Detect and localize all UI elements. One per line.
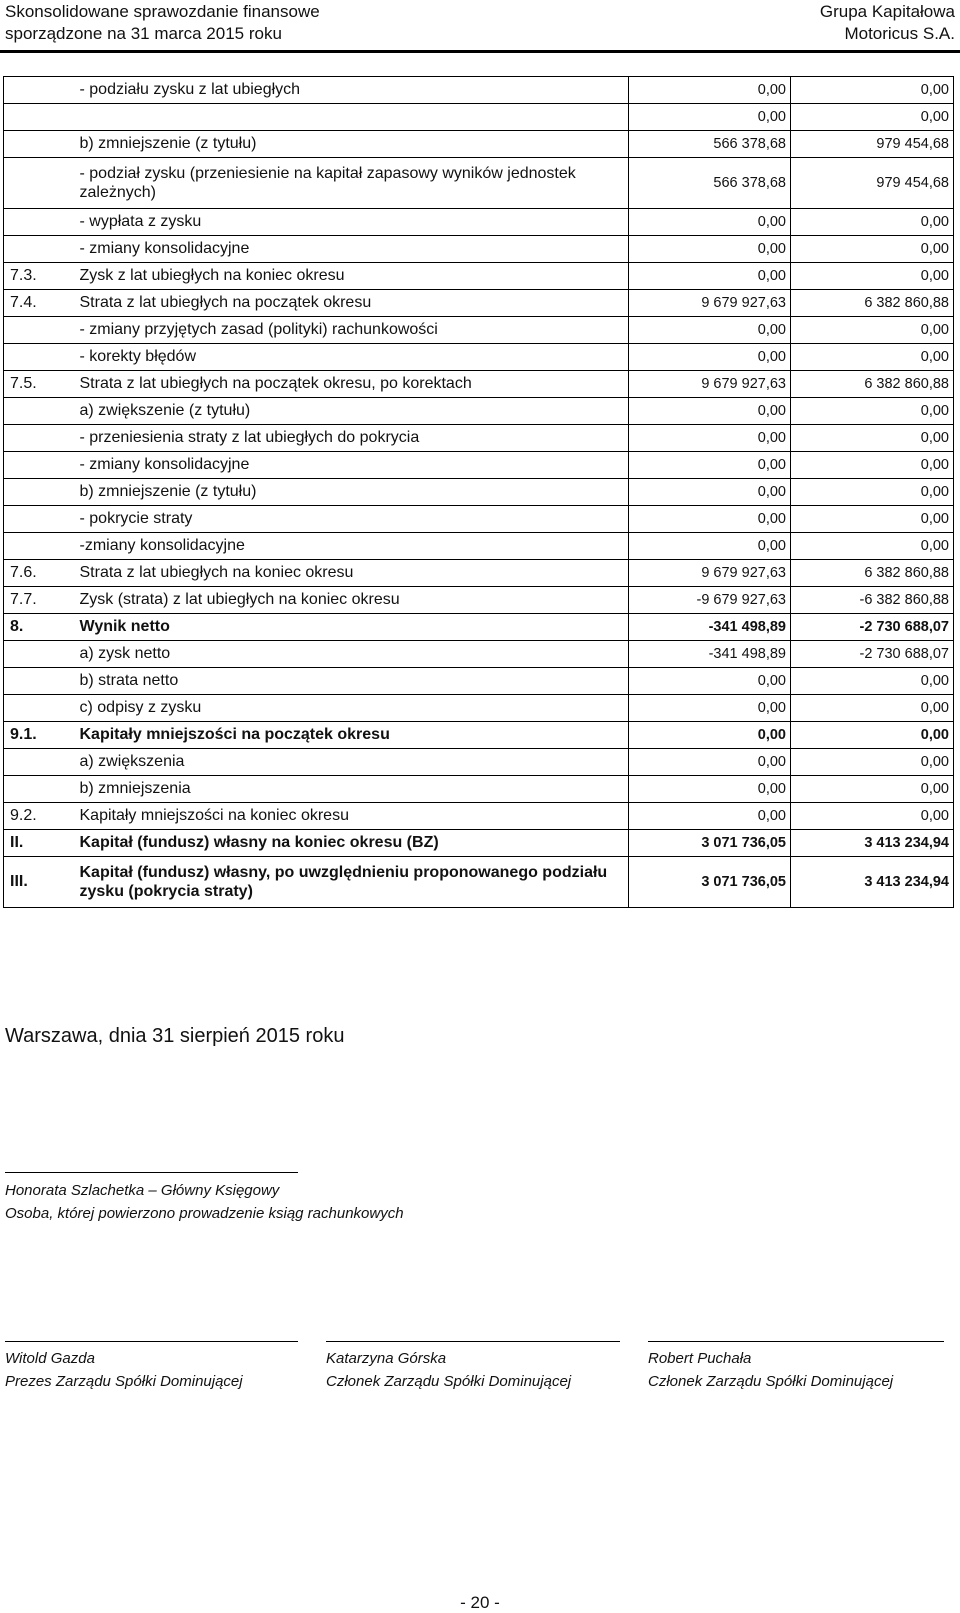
- company-name: Motoricus S.A.: [844, 24, 955, 43]
- row-number: [4, 317, 76, 344]
- value-2015: 0,00: [629, 104, 791, 131]
- row-label: Kapitały mniejszości na początek okresu: [76, 722, 629, 749]
- table-row: [4, 830, 954, 857]
- row-label: - korekty błędów: [76, 344, 629, 371]
- table-row: [4, 587, 954, 614]
- table-row: [4, 104, 954, 131]
- row-number: [4, 641, 76, 668]
- value-2014: 0,00: [791, 479, 954, 506]
- row-label: Kapitał (fundusz) własny, po uwzględnieniu proponowanego podziału zysku (pokrycia straty): [76, 857, 629, 908]
- value-2014: 6 382 860,88: [791, 560, 954, 587]
- table-row: [4, 77, 954, 104]
- page-number: - 20 -: [460, 1593, 500, 1612]
- value-2015: 0,00: [629, 77, 791, 104]
- row-label: Kapitał (fundusz) własny na koniec okresu (BZ): [76, 830, 629, 857]
- row-number: [4, 236, 76, 263]
- signatory-name: Robert Puchała: [648, 1350, 752, 1367]
- row-label: Strata z lat ubiegłych na początek okresu: [76, 290, 629, 317]
- row-number: [4, 776, 76, 803]
- table-row: [4, 344, 954, 371]
- value-2015: 9 679 927,63: [629, 290, 791, 317]
- value-2014: 979 454,68: [791, 131, 954, 158]
- value-2015: 0,00: [629, 668, 791, 695]
- value-2015: 0,00: [629, 236, 791, 263]
- table-row: [4, 749, 954, 776]
- value-2015: 0,00: [629, 344, 791, 371]
- value-2014: 0,00: [791, 506, 954, 533]
- value-2014: 0,00: [791, 236, 954, 263]
- value-2014: 0,00: [791, 776, 954, 803]
- row-label: b) strata netto: [76, 668, 629, 695]
- value-2014: 0,00: [791, 452, 954, 479]
- row-number: 7.4.: [4, 290, 76, 317]
- row-label: - zmiany przyjętych zasad (polityki) rachunkowości: [76, 317, 629, 344]
- row-label: - podziału zysku z lat ubiegłych: [76, 77, 629, 104]
- signature-line: [326, 1341, 620, 1342]
- table-row: [4, 317, 954, 344]
- row-number: [4, 104, 76, 131]
- row-number: [4, 77, 76, 104]
- row-label: b) zmniejszenia: [76, 776, 629, 803]
- row-number: [4, 209, 76, 236]
- value-2015: 566 378,68: [629, 131, 791, 158]
- row-label: - wypłata z zysku: [76, 209, 629, 236]
- value-2015: 3 071 736,05: [629, 857, 791, 908]
- group-name: Grupa Kapitałowa: [819, 2, 955, 21]
- value-2015: -341 498,89: [629, 641, 791, 668]
- table-row: [4, 776, 954, 803]
- value-2014: 0,00: [791, 344, 954, 371]
- value-2014: 979 454,68: [791, 158, 954, 209]
- value-2014: 0,00: [791, 317, 954, 344]
- value-2014: 0,00: [791, 533, 954, 560]
- table-row: [4, 371, 954, 398]
- value-2015: 0,00: [629, 722, 791, 749]
- table-row: [4, 560, 954, 587]
- value-2014: 0,00: [791, 803, 954, 830]
- table-row: [4, 668, 954, 695]
- table-row: [4, 452, 954, 479]
- value-2014: 0,00: [791, 209, 954, 236]
- value-2014: 3 413 234,94: [791, 830, 954, 857]
- row-label: [76, 104, 629, 131]
- row-number: [4, 158, 76, 209]
- value-2014: 3 413 234,94: [791, 857, 954, 908]
- table-row: [4, 722, 954, 749]
- value-2015: 9 679 927,63: [629, 371, 791, 398]
- signatory-name: Katarzyna Górska: [326, 1350, 447, 1367]
- row-label: Strata z lat ubiegłych na początek okresu, po korektach: [76, 371, 629, 398]
- row-label: - podział zysku (przeniesienie na kapitał zapasowy wyników jednostek zależnych): [76, 158, 629, 209]
- table-row: [4, 209, 954, 236]
- signature-line: [5, 1172, 298, 1173]
- row-label: - pokrycie straty: [76, 506, 629, 533]
- value-2015: 566 378,68: [629, 158, 791, 209]
- table-row: [4, 236, 954, 263]
- row-number: 7.6.: [4, 560, 76, 587]
- row-number: [4, 533, 76, 560]
- report-date: sporządzone na 31 marca 2015 roku: [5, 24, 282, 43]
- table-row: [4, 290, 954, 317]
- row-number: 7.5.: [4, 371, 76, 398]
- value-2014: 0,00: [791, 263, 954, 290]
- value-2015: 0,00: [629, 803, 791, 830]
- value-2014: 0,00: [791, 668, 954, 695]
- value-2015: 3 071 736,05: [629, 830, 791, 857]
- value-2014: -2 730 688,07: [791, 641, 954, 668]
- value-2014: 0,00: [791, 398, 954, 425]
- row-label: b) zmniejszenie (z tytułu): [76, 479, 629, 506]
- value-2015: 0,00: [629, 209, 791, 236]
- row-number: 7.3.: [4, 263, 76, 290]
- row-number: [4, 749, 76, 776]
- row-number: [4, 131, 76, 158]
- table-row: [4, 614, 954, 641]
- table-row: [4, 857, 954, 908]
- row-label: a) zwiększenia: [76, 749, 629, 776]
- value-2014: 6 382 860,88: [791, 290, 954, 317]
- value-2015: 0,00: [629, 425, 791, 452]
- value-2015: 0,00: [629, 695, 791, 722]
- row-number: 7.7.: [4, 587, 76, 614]
- accountant-role: Osoba, której powierzono prowadzenie ksiąg rachunkowych: [5, 1205, 404, 1222]
- value-2014: 6 382 860,88: [791, 371, 954, 398]
- value-2015: 0,00: [629, 398, 791, 425]
- signatory-name: Witold Gazda: [5, 1350, 95, 1367]
- row-label: - zmiany konsolidacyjne: [76, 236, 629, 263]
- signatory-role: Członek Zarządu Spółki Dominującej: [326, 1373, 572, 1390]
- table-row: [4, 641, 954, 668]
- row-number: III.: [4, 857, 76, 908]
- value-2014: 0,00: [791, 722, 954, 749]
- row-label: c) odpisy z zysku: [76, 695, 629, 722]
- row-label: Strata z lat ubiegłych na koniec okresu: [76, 560, 629, 587]
- row-number: 9.1.: [4, 722, 76, 749]
- equity-changes-table: [3, 76, 954, 908]
- value-2015: 0,00: [629, 533, 791, 560]
- row-number: [4, 452, 76, 479]
- table-row: [4, 533, 954, 560]
- row-number: [4, 668, 76, 695]
- signatory-role: Prezes Zarządu Spółki Dominującej: [5, 1373, 243, 1390]
- table-row: [4, 506, 954, 533]
- row-label: a) zysk netto: [76, 641, 629, 668]
- page-header: [0, 0, 960, 53]
- row-number: [4, 695, 76, 722]
- value-2015: 0,00: [629, 776, 791, 803]
- report-title: Skonsolidowane sprawozdanie finansowe: [5, 2, 320, 21]
- value-2014: 0,00: [791, 104, 954, 131]
- signatory-role: Członek Zarządu Spółki Dominującej: [648, 1373, 894, 1390]
- row-number: 9.2.: [4, 803, 76, 830]
- value-2015: 0,00: [629, 263, 791, 290]
- row-label: Zysk (strata) z lat ubiegłych na koniec okresu: [76, 587, 629, 614]
- table-row: [4, 263, 954, 290]
- table-row: [4, 131, 954, 158]
- table-row: [4, 479, 954, 506]
- row-number: [4, 479, 76, 506]
- value-2014: 0,00: [791, 425, 954, 452]
- row-label: Zysk z lat ubiegłych na koniec okresu: [76, 263, 629, 290]
- value-2015: 0,00: [629, 506, 791, 533]
- row-number: 8.: [4, 614, 76, 641]
- row-label: -zmiany konsolidacyjne: [76, 533, 629, 560]
- row-label: Kapitały mniejszości na koniec okresu: [76, 803, 629, 830]
- place-and-date: Warszawa, dnia 31 sierpień 2015 roku: [5, 1025, 345, 1047]
- value-2014: 0,00: [791, 695, 954, 722]
- row-label: a) zwiększenie (z tytułu): [76, 398, 629, 425]
- row-number: [4, 425, 76, 452]
- value-2015: 0,00: [629, 317, 791, 344]
- value-2015: -9 679 927,63: [629, 587, 791, 614]
- value-2015: 0,00: [629, 452, 791, 479]
- value-2014: -2 730 688,07: [791, 614, 954, 641]
- table-row: [4, 158, 954, 209]
- row-number: [4, 344, 76, 371]
- table-row: [4, 398, 954, 425]
- row-label: Wynik netto: [76, 614, 629, 641]
- value-2014: 0,00: [791, 77, 954, 104]
- row-number: [4, 506, 76, 533]
- row-number: II.: [4, 830, 76, 857]
- value-2015: 0,00: [629, 479, 791, 506]
- row-label: b) zmniejszenie (z tytułu): [76, 131, 629, 158]
- table-row: [4, 425, 954, 452]
- table-row: [4, 695, 954, 722]
- value-2015: 9 679 927,63: [629, 560, 791, 587]
- row-number: [4, 398, 76, 425]
- value-2015: 0,00: [629, 749, 791, 776]
- value-2014: 0,00: [791, 749, 954, 776]
- row-label: - zmiany konsolidacyjne: [76, 452, 629, 479]
- value-2014: -6 382 860,88: [791, 587, 954, 614]
- signature-line: [648, 1341, 944, 1342]
- row-label: - przeniesienia straty z lat ubiegłych do pokrycia: [76, 425, 629, 452]
- signature-line: [5, 1341, 298, 1342]
- value-2015: -341 498,89: [629, 614, 791, 641]
- accountant-name: Honorata Szlachetka – Główny Księgowy: [5, 1182, 280, 1199]
- table-row: [4, 803, 954, 830]
